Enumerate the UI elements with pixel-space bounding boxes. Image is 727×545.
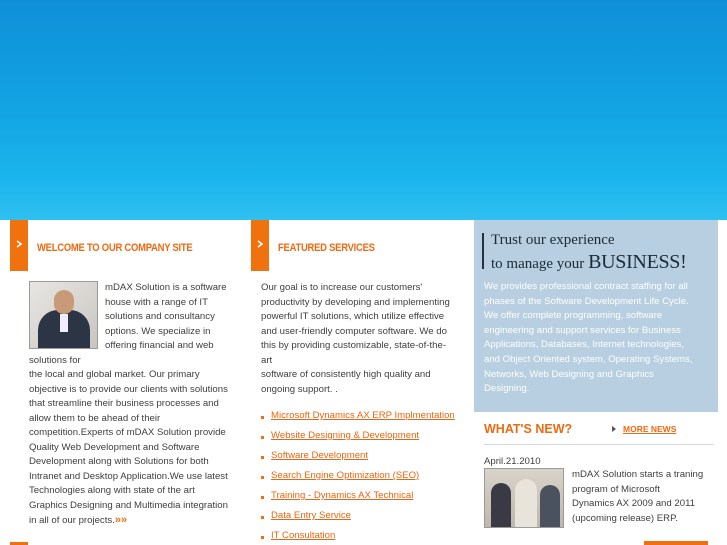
news-line: program of Microsoft	[572, 483, 660, 495]
bullet-icon	[261, 536, 264, 539]
trust-line: We provides professional contract staffing for all	[484, 281, 688, 292]
welcome-line: Development along with Solutions for both	[29, 456, 209, 467]
section-tab	[10, 220, 28, 271]
featured-title: FEATURED SERVICES	[278, 242, 375, 254]
welcome-line: solutions for	[29, 354, 81, 366]
news-divider	[484, 444, 714, 445]
featured-line: and user-friendly computer software. We do	[261, 325, 447, 337]
trust-heading-text: to manage your	[491, 256, 585, 272]
welcome-line: solutions and consultancy	[105, 311, 215, 322]
read-more-link[interactable]: »»	[114, 514, 128, 526]
service-item	[261, 490, 455, 510]
welcome-line: mDAX Solution is a software	[105, 282, 227, 293]
featured-text	[261, 281, 466, 397]
welcome-line: house with a range of IT	[105, 296, 208, 308]
welcome-section	[10, 220, 240, 545]
arrow-right-icon	[15, 240, 23, 248]
service-item	[261, 530, 455, 545]
trust-line: phases of the Software Development Life Cycle.	[484, 295, 689, 307]
arrow-right-icon	[256, 240, 264, 248]
read-more-button-stub[interactable]	[644, 541, 708, 545]
welcome-line: Intranet and Desktop Application.We use latest	[29, 470, 228, 482]
trust-accent-bar	[482, 233, 484, 269]
welcome-line: the local and global market. Our primary	[29, 369, 200, 380]
trust-line: Networks, Web Designing and Graphics	[484, 368, 654, 380]
service-item	[261, 430, 455, 450]
featured-line: ongoing support. .	[261, 383, 338, 395]
news-date: April.21.2010	[484, 456, 541, 467]
service-item	[261, 450, 455, 470]
featured-line: Our goal is to increase our customers'	[261, 282, 423, 293]
featured-header	[251, 220, 473, 271]
section-tab	[251, 220, 269, 271]
news-line: mDAX Solution starts a traning	[572, 469, 704, 480]
trust-box	[474, 220, 718, 412]
news-line: Dynamics AX 2009 and 2011	[572, 498, 696, 510]
bullet-icon	[261, 476, 264, 479]
trust-line: We offer complete programming, software	[484, 310, 663, 322]
header-banner	[0, 0, 727, 220]
trust-text	[484, 280, 716, 397]
bullet-icon	[261, 516, 264, 519]
welcome-line: in all of our projects.	[29, 515, 115, 526]
more-news-label: MORE NEWS	[623, 424, 677, 434]
welcome-line: competition.Experts of mDAX Solution provide	[29, 427, 226, 438]
bullet-icon	[261, 416, 264, 419]
services-list	[261, 410, 455, 545]
trust-heading-line1: Trust our experience	[491, 232, 615, 248]
welcome-line: Quality Web Development and Software	[29, 441, 200, 453]
trust-line: Designing.	[484, 383, 530, 395]
trust-heading-big: BUSINESS!	[588, 251, 687, 273]
welcome-line: Graphics Designing and Multimedia integration	[29, 499, 228, 511]
service-link[interactable]: Data Entry Service	[271, 510, 351, 521]
service-link[interactable]: Microsoft Dynamics AX ERP Implmentation	[271, 410, 455, 421]
triangle-right-icon	[612, 426, 616, 432]
service-link[interactable]: Training - Dynamics AX Technical	[271, 490, 414, 501]
service-item	[261, 410, 455, 430]
service-item	[261, 510, 455, 530]
bullet-icon	[261, 436, 264, 439]
service-link[interactable]: Website Designing & Development	[271, 430, 420, 441]
news-text	[572, 468, 717, 526]
trust-line: Applications, Databases, Internet technologies,	[484, 339, 684, 351]
welcome-title: WELCOME TO OUR COMPANY SITE	[37, 242, 193, 254]
featured-line: this by providing customizable, state-of-the-	[261, 340, 447, 351]
featured-line: productivity by developing and implementing	[261, 296, 450, 308]
welcome-line: allow them to be ahead of their	[29, 412, 161, 424]
service-item	[261, 470, 455, 490]
featured-section	[251, 220, 473, 545]
featured-line: art	[261, 354, 273, 366]
welcome-line: options. We specialize in	[105, 325, 211, 337]
service-link[interactable]: Search Engine Optimization (SEO)	[271, 470, 420, 481]
service-link[interactable]: IT Consultation	[271, 530, 336, 541]
welcome-line: offering financial and web	[105, 340, 214, 351]
featured-line: powerful IT solutions, which utilize effective	[261, 311, 445, 322]
service-link[interactable]: Software Development	[271, 450, 369, 461]
trust-news-section	[474, 220, 727, 545]
welcome-line: that streamline their business processes and	[29, 398, 219, 409]
trust-line: engineering and support services for Business	[484, 324, 681, 336]
welcome-line: Technologies along with state of the art	[29, 485, 195, 496]
bullet-icon	[261, 496, 264, 499]
news-line: (upcoming release) ERP.	[572, 512, 678, 524]
bullet-icon	[261, 456, 264, 459]
more-news-link[interactable]	[612, 424, 676, 434]
training-group-photo	[484, 468, 564, 528]
trust-heading-line2	[491, 251, 687, 274]
welcome-line: objective is to provide our clients with solutions	[29, 383, 228, 395]
welcome-header	[10, 220, 240, 271]
featured-line: software of consistently high quality and	[261, 369, 431, 380]
news-title: WHAT'S NEW?	[484, 422, 573, 436]
trust-line: and Object Oriented system, Operating Systems,	[484, 353, 693, 365]
welcome-text	[29, 281, 243, 529]
